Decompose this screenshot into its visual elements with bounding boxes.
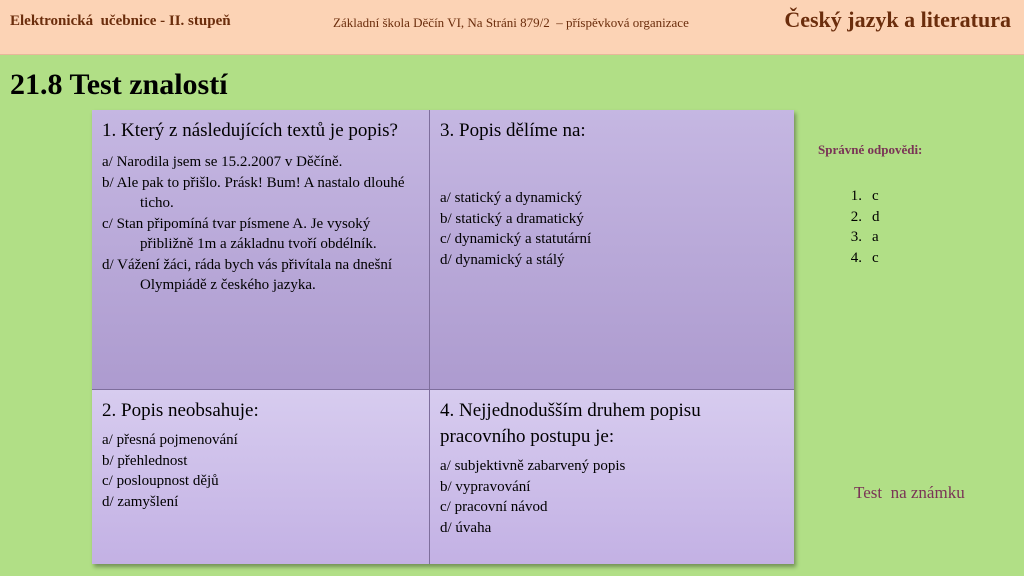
quiz-grid [92, 110, 794, 564]
question-4-answers [440, 456, 784, 538]
correct-answer-number: 1. [850, 188, 862, 204]
page-title: 21.8 Test znalostí [10, 68, 228, 101]
question-1-text: 1. Který z následujících textů je popis? [102, 120, 398, 141]
question-3-answer-c: c/ dynamický a statutární [440, 231, 592, 247]
correct-answers-list [840, 186, 880, 268]
correct-answer-item [840, 186, 880, 207]
question-1-answer-c: c/ Stan připomíná tvar písmene A. Je vysoký přibližně 1m a základnu tvoří obdélník. [102, 215, 377, 252]
question-3-answer-a: a/ statický a dynamický [440, 190, 583, 206]
question-4-answer-a: a/ subjektivně zabarvený popis [440, 458, 626, 474]
correct-answer-value: c [872, 249, 879, 266]
header-bar [0, 0, 1024, 55]
question-2-answer-a: a/ přesná pojmenování [102, 432, 238, 448]
question-2-text: 2. Popis neobsahuje: [102, 400, 259, 421]
question-3-answers [440, 188, 784, 270]
header-subject-label: Český jazyk a literatura [784, 7, 1011, 32]
question-1-answer-b: b/ Ale pak to přišlo. Prásk! Bum! A nastalo dlouhé ticho. [102, 174, 405, 211]
correct-answer-value: a [872, 229, 879, 245]
question-2-answer-b: b/ přehlednost [102, 452, 188, 469]
question-4-text: 4. Nejjednodušším druhem popisu pracovního postupu je: [440, 400, 701, 447]
question-1-answer-d: d/ Vážení žáci, ráda bych vás přivítala na dnešní Olympiádě z českého jazyka. [102, 256, 393, 293]
question-3-answer-b: b/ statický a dramatický [440, 210, 584, 227]
header-school-label: Základní škola Děčín VI, Na Stráni 879/2 – příspěvková organizace [333, 15, 689, 30]
question-3-answer-d: d/ dynamický a stálý [440, 251, 565, 268]
question-1-answers [102, 152, 419, 296]
question-1-answer-a: a/ Narodila jsem se 15.2.2007 v Děčíně. [102, 154, 343, 170]
correct-answers-title: Správné odpovědi: [818, 142, 923, 157]
question-4-answer-c: c/ pracovní návod [440, 499, 548, 515]
correct-answer-value: c [872, 188, 879, 204]
graded-test-link[interactable]: Test na známku [854, 483, 965, 502]
question-2-answer-d: d/ zamyšlení [102, 493, 179, 510]
question-4-answer-d: d/ úvaha [440, 519, 492, 536]
question-3-cell [430, 110, 794, 390]
correct-answer-number: 2. [850, 208, 862, 225]
correct-answer-item [840, 207, 880, 228]
question-1-cell [92, 110, 430, 390]
question-3-text: 3. Popis dělíme na: [440, 120, 586, 141]
correct-answer-number: 3. [850, 229, 862, 245]
correct-answer-number: 4. [850, 249, 862, 266]
question-4-cell [430, 390, 794, 564]
correct-answer-item [840, 227, 880, 248]
correct-answer-item [840, 248, 880, 269]
question-2-cell [92, 390, 430, 564]
question-4-answer-b: b/ vypravování [440, 478, 531, 495]
correct-answer-value: d [872, 208, 880, 225]
header-textbook-label: Elektronická učebnice - II. stupeň [10, 13, 231, 29]
question-2-answers [102, 430, 419, 512]
question-2-answer-c: c/ posloupnost dějů [102, 473, 219, 489]
